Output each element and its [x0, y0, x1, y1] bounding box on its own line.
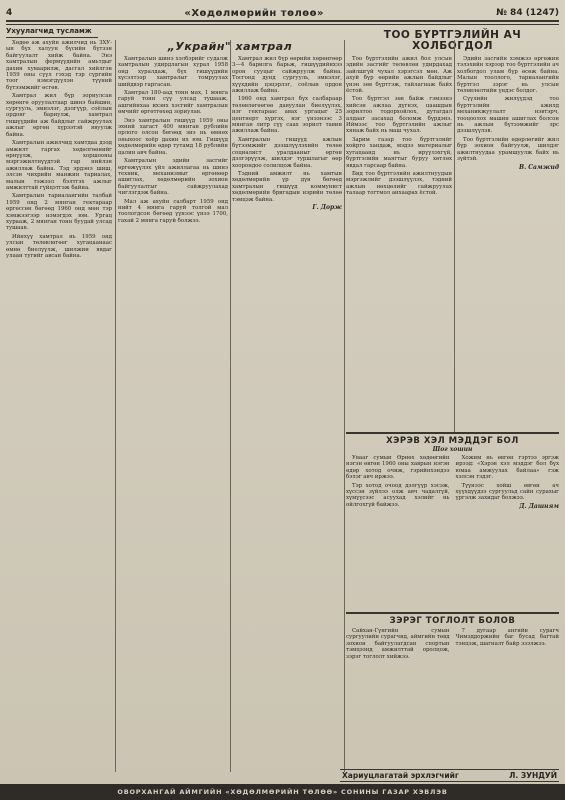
humor-signature: Д. Дашням [519, 502, 559, 510]
column-4 [346, 56, 452, 432]
editor-strip [340, 769, 559, 782]
editor-label: Хариуцлагатай эрхлэгчийг [342, 771, 459, 780]
paragraph: Зарим газар тоо бүртгэлийг хойрго хандаж, мэдээ материалыг хугацаанд нь ирүүлэхгүй, бүртгэлийн маягтыг буруу хөтлөх явдал гарсаар байна. [346, 136, 452, 169]
paragraph: Тоо бүртгэлийн ажил бол улсын эдийн засгийг төлөвлөн удирдахад зайлшгүй чухал хэрэгсэл мөн. Аж ахуй бүр өөрийн ажлын байдлыг үнэн зөв бүртгэж, тайлагнаж байх ёстой. [346, 56, 452, 95]
editor-name: Л. ЗУНДУЙ [509, 771, 557, 780]
short-article-title: ЗЭРЭГ ТОГЛОЛТ БОЛОВ [389, 616, 516, 626]
paragraph: Хамтралын шинэ хэлбэрийг судалж хамтралын удирдлагын хурал 1958 онд хуралдаж, бүх гишүүдийн хүсэлтээр хамтралыг томруулах шийдвэр гаргасан. [118, 56, 228, 88]
paragraph: Хамтралын гишүүд ажлын бүтээмжийг дээшлүүлэхийн төлөө социалист уралдааныг өргөн дэлгэрүүлж, шилдэг туршлагыг өөр хоорондоо солилцож байна. [232, 136, 342, 169]
newspaper-name: «Хөдөлмөрийн төлөө» [184, 7, 324, 19]
short-article [346, 612, 559, 764]
too-burtgel-title: ТОО БҮРТГЭЛИЙН АЧ ХОЛБОГДОЛ [383, 29, 522, 52]
paragraph: Ийнхүү хамтрал нь 1959 онд улсын төлөвлөгөөг хугацаанаас өмнө биелүүлж, шилжин явдаг улаан тугийг авсан байна. [6, 233, 112, 259]
paragraph: Эдийн засгийн хэмжээ өргөжин тэлэхийн хэрээр тоо бүртгэлийн ач холбогдол улам бүр өсөж байна. Малын тооллого, тариалангийн бүртгэл зэрэг нь улсын төлөвлөлтийн үндэс болдог. [457, 56, 559, 95]
section-rubric: Ухуулагчид тусламж [6, 25, 98, 38]
paragraph: Тоо бүртгэл зөв байж гэмээнэ хийсэн ажлаа дүгнэх, цаашдын зорилтоо тодорхойлох, дутагдал алдааг засахад боломж бүрдэнэ. Иймээс тоо бүртгэлийн ажлыг хянаж байх нь маш чухал. [346, 96, 452, 135]
paragraph: Тэдний амжилт нь хамтын хөдөлмөрийн үр дүн бөгөөд хамтралын гишүүд коммунист хөдөлмөрийн бригадын нэрийн төлөө тэмцэж байна. [232, 170, 342, 203]
paragraph: Сүүлийн жилүүдэд тоо бүртгэлийн ажилд механикжуулалт нэвтэрч, тооцоолох машин ашиглах болсон нь ажлын бүтээмжийг эрс дээшлүүлэв. [457, 96, 559, 135]
humor-article-subtitle: Шог хошин [432, 446, 473, 453]
paragraph: Мал аж ахуйн салбарт 1959 онд нийт 4 мянга гаруй толгой мал тоологдсон бөгөөд үүнээс үнээ 1700, гахай 2 мянга гаруй болжээ. [118, 198, 228, 224]
paragraph: Энэ хамтралын гишүүд 1959 оны эхний хагаст 400 мянган рублийн орлого олсон бөгөөд энэ нь өмнөх оныхоос хоёр дахин их юм. Гишүүд хөдөлмөрийн өдөр тутамд 18 рублийн цалин авч байна. [118, 117, 228, 156]
too-burtgel-signature: В. Самжид [519, 163, 559, 171]
column-3 [232, 56, 342, 772]
paragraph: 1960 онд хамтрал бүх салбараар төлөвлөгөөгөө давуулан биелүүлэх, нэг гектараас авах ургацыг 25 центнерт хүргэх, нэг үнээнээс 3 мянган литр сүү саах зорилт тавин ажиллаж байна. [232, 96, 342, 135]
page-number: 4 [6, 8, 13, 18]
ukraine-signature: Г. Дорж [312, 203, 342, 211]
paragraph: Түүнээс хойш өвгөн ач хүүхдүүдээ сургуульд сайн сурахыг үргэлж захидаг болжээ. [455, 482, 559, 502]
paragraph: Хөдөө аж ахуйн ажилчид нь ЗХУ-ын бүх халуун бүсийн бүтээн байгуулалт хийж байна. Энэ хамтралын фермүүдийн амьтдыг дахин хуваарилж, дасгал хийлгэн 1959 оны сүүл гэхэд тэр сүргийн тоог нэмэгдүүлэн түүний бүтээмжийг өсгөв. [6, 40, 112, 91]
paragraph: 7 дугаар ангийн сурагч Чимэддоржийн баг бусад багтай тэнцэж, шагналт байр эзэлжээ. [455, 628, 559, 647]
short-article-body [346, 628, 559, 660]
paragraph: Бид тоо бүртгэлийн ажилтнуудын мэргэжлийг дээшлүүлэх, тэдний ажлын нөхцөлийг сайжруулах талаар тогтмол анхаарах ёстой. [346, 170, 452, 197]
paragraph: Хамтрал жил бүр зориулсан хөрөнгө оруулалтаар шинэ байшин, сургууль, эмнэлэг, дэлгүүр, соёлын ордонг бариулж, хамтрал гишүүдийн аж байдлыг сайжруулах ажлыг өргөн хүрээтэй явуулж байна. [6, 93, 112, 138]
ukraine-article-title: „Украйн" хамтрал [167, 40, 293, 53]
paragraph: Хожим нь өвгөн гэртээ эргэж ирээд: «Хэрэв хэл мэддэг бол бүх юмаа амжуулах байлаа» гэж хэлсэн гэдэг. [455, 455, 559, 481]
paragraph: Сайхан-Гүнгийн сумын сургуулийн сурагчид, аймгийн төвд зохион байгуулагдсан спортын тэмцээнд амжилттай оролцож, зэрэг тоглолт хийжээ. [346, 628, 450, 660]
column-5 [457, 56, 559, 432]
humor-article-title: ХЭРЭВ ХЭЛ МЭДДЭГ БОЛ [386, 436, 519, 446]
humor-article [346, 432, 559, 610]
paragraph: Хамтралын тариалангийн талбай 1959 онд 2 мянган гектараар өргөссөн бөгөөд 1960 онд мөн тэр хэмжээгээр нэмэгдэх юм. Ургац хурааж, 2 мянган тонн буудай улсад тушаав. [6, 193, 112, 232]
humor-article-body [346, 455, 559, 510]
printing-footer: ОВОРХАНГАЙ АЙМГИЙН «ХӨДӨЛМӨРИЙН ТӨЛӨӨ» СОНИНЫ ГАЗАР ХЭВЛЭВ [0, 784, 565, 800]
paragraph: Хамтралын эдийн засгийг өргөжүүлэх үйл ажиллагаа нь шинэ техник, механизмыг өргөнөөр ашиглах, хөдөлмөрийн зохион байгуулалтыг сайжруулахад чиглэгдэж байна. [118, 158, 228, 197]
paragraph: Тоо бүртгэлийн өдөрлөгийг жил бүр зохион байгуулж, шилдэг ажилтнуудаа урамшуулж байх нь зүйтэй. [457, 136, 559, 163]
paragraph: Хамтрал жил бүр өөрийн хөрөнгөөр 3—4 барилга барьж, гишүүдийнхээ орон сууцыг сайжруулж байна. Тосгонд дунд сургууль, эмнэлэг, хүүхдийн цэцэрлэг, соёлын ордон ажиллаж байна. [232, 56, 342, 95]
paragraph: Хамтрал 180-аад тонн мах, 1 мянга гаруй тонн сүү улсад тушааж, ашгийнхаа ихэнх хэсгийг хамтралын өмчийг өргөтгөхөд зориулав. [118, 90, 228, 116]
paragraph: Тэр хотод очоод дэлгүүр хэсэж, хүссэн зүйлээ олж авч чадалгүй, хүмүүсээс асуухад хэлийг нь ойлгохгүй байжээ. [346, 482, 450, 508]
column-2 [118, 56, 228, 772]
paragraph: Хамтралын ажилчид хамтдаа дээд амжилт гаргах хөдөлгөөнийг өрнүүлж, хоршооны мэргэжилтнүүдтэй гар нийлэн ажиллаж байна. Тэд эрдэнэ шиш, элсэн чихрийн манжин тариалах, малын тэжээл бэлтгэх ажлыг амжилттай гүйцэтгэж байна. [6, 140, 112, 191]
masthead [6, 6, 559, 22]
column-1 [6, 40, 112, 772]
issue-number: № 84 (1247) [496, 8, 559, 18]
paragraph: Увааг сумын Өрнөх хөдөөгийн нэгэн өвгөн 1960 оны хаврын нэгэн өдөр хотод очиж, гэрийнхэндээ бэлэг авч иржээ. [346, 455, 450, 481]
